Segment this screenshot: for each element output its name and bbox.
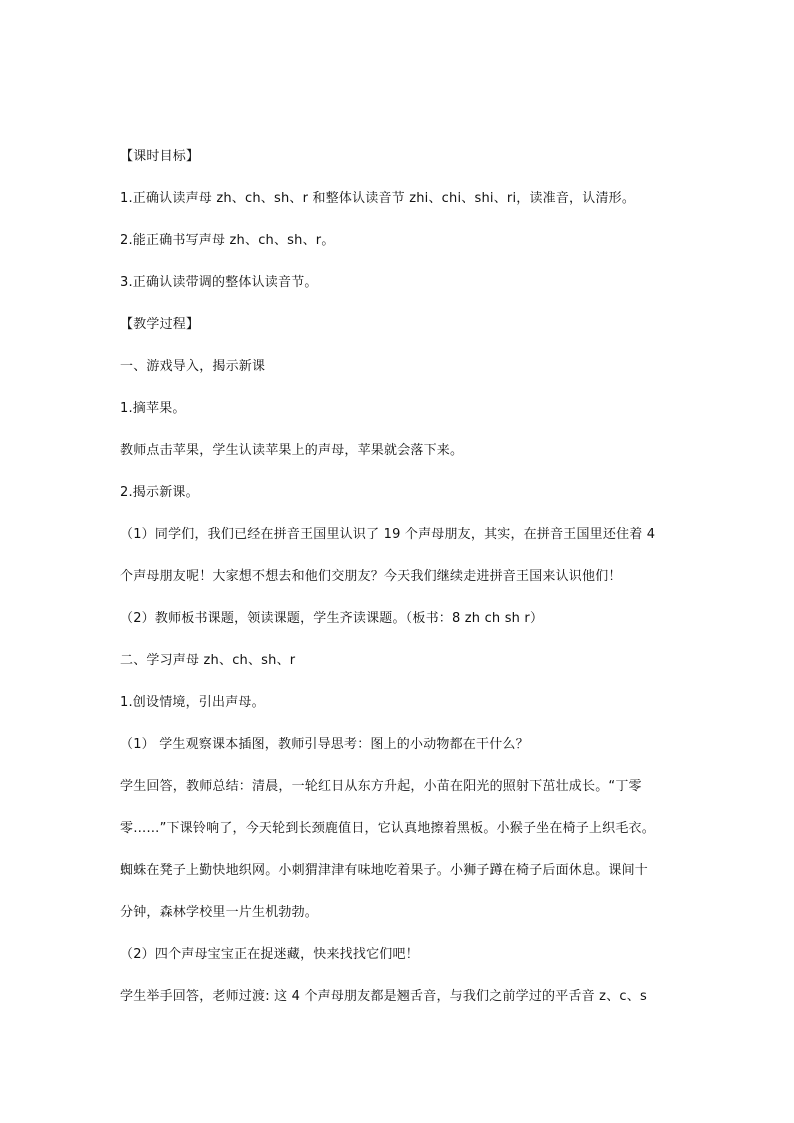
section-heading-teaching-process: 【教学过程】 <box>120 317 200 332</box>
paragraph-line: 教师点击苹果，学生认读苹果上的声母，苹果就会落下来。 <box>120 443 464 458</box>
step-2-title: 2.揭示新课。 <box>120 485 199 500</box>
part-2-heading: 二、学习声母 zh、ch、sh、r <box>120 653 296 668</box>
paragraph-line: 蜘蛛在凳子上勤快地织网。小刺猬津津有味地吃着果子。小狮子蹲在椅子后面休息。课间十 <box>120 863 649 878</box>
part-1-heading: 一、游戏导入，揭示新课 <box>120 359 266 374</box>
goal-1: 1.正确认读声母 zh、ch、sh、r 和整体认读音节 zhi、chi、shi、ri，读准音，认清形。 <box>120 191 636 206</box>
paragraph-line: （1） 学生观察课本插图，教师引导思考：图上的小动物都在干什么？ <box>120 737 529 752</box>
paragraph-line: 学生回答，教师总结：清晨，一轮红日从东方升起，小苗在阳光的照射下茁壮成长。“丁零 <box>120 779 642 794</box>
paragraph-line: 分钟，森林学校里一片生机勃勃。 <box>120 905 319 920</box>
paragraph-line: （1）同学们，我们已经在拼音王国里认识了 19 个声母朋友，其实，在拼音王国里还住着 4 <box>120 527 656 542</box>
paragraph-line: （2）教师板书课题，领读课题，学生齐读课题。（板书：8 zh ch sh r） <box>120 611 544 626</box>
step-1-title: 1.摘苹果。 <box>120 401 186 416</box>
paragraph-line: 个声母朋友呢！大家想不想去和他们交朋友？今天我们继续走进拼音王国来认识他们！ <box>120 569 622 584</box>
paragraph-line: 学生举手回答，老师过渡: 这 4 个声母朋友都是翘舌音，与我们之前学过的平舌音 z、c、s <box>120 989 647 1004</box>
step-1-title: 1.创设情境，引出声母。 <box>120 695 265 710</box>
paragraph-line: （2）四个声母宝宝正在捉迷藏，快来找找它们吧！ <box>120 947 419 962</box>
section-heading-lesson-goals: 【课时目标】 <box>120 149 200 164</box>
goal-2: 2.能正确书写声母 zh、ch、sh、r。 <box>120 233 335 248</box>
paragraph-line: 零……”下课铃响了，今天轮到长颈鹿值日，它认真地擦着黑板。小猴子坐在椅子上织毛衣。 <box>120 821 655 836</box>
goal-3: 3.正确认读带调的整体认读音节。 <box>120 275 318 290</box>
